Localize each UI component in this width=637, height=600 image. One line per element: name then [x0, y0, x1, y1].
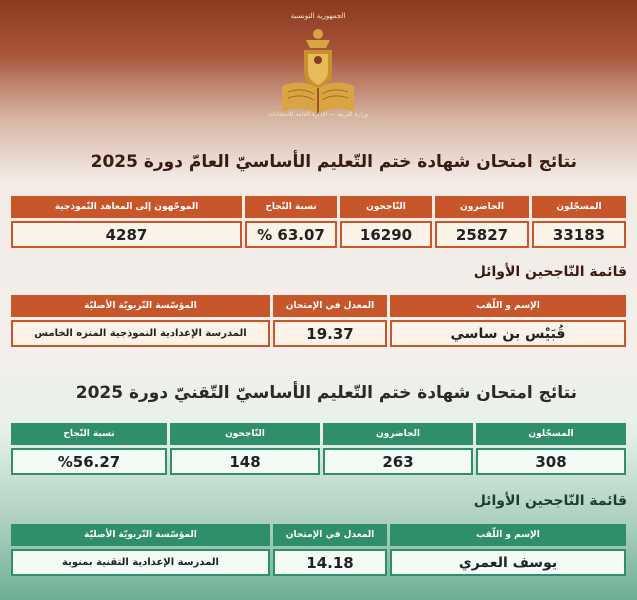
header-success-rate: نسبة النّجاح — [11, 423, 167, 445]
technical-topper-row — [11, 549, 626, 576]
technical-stats-header-row — [11, 423, 626, 445]
technical-stats-table — [8, 420, 629, 478]
header-present: الحاضرون — [323, 423, 473, 445]
topper-name: قُبَيْس بن ساسي — [390, 320, 626, 347]
header-registered: المسجّلون — [476, 423, 626, 445]
header-registered: المسجّلون — [532, 196, 626, 218]
value-passed: 16290 — [340, 221, 432, 248]
ministry-subtitle: وزارة التربية — الإدارة العامة للامتحانات — [268, 111, 368, 118]
header-oriented-pilot: الموجّهون إلى المعاهد النّموذجية — [11, 196, 242, 218]
topper-school: المدرسة الإعدادية التقنية بمنوبة — [11, 549, 270, 576]
technical-toppers-header-row — [11, 524, 626, 546]
topper-average: 14.18 — [273, 549, 387, 576]
value-success-rate: %56.27 — [11, 448, 167, 475]
technical-toppers-table — [8, 521, 629, 579]
general-results-title: نتائج امتحان شهادة ختم التّعليم الأساسيّ العامّ دورة 2025 — [90, 152, 577, 172]
header-average: المعدل في الإمتحان — [273, 524, 387, 546]
general-stats-table — [8, 193, 629, 251]
general-stats-header-row — [11, 196, 626, 218]
header-school: المؤسّسة التّربويّة الأصليّة — [11, 524, 270, 546]
general-stats-value-row — [11, 221, 626, 248]
value-success-rate: 63.07 % — [245, 221, 337, 248]
header-name: الإسم و اللّقب — [390, 295, 626, 317]
value-registered: 308 — [476, 448, 626, 475]
header-average: المعدل في الإمتحان — [273, 295, 387, 317]
technical-toppers-title: قائمة النّاجحين الأوائل — [473, 493, 627, 509]
value-oriented-pilot: 4287 — [11, 221, 242, 248]
value-passed: 148 — [170, 448, 320, 475]
general-toppers-header-row — [11, 295, 626, 317]
topper-name: يوسف العمري — [390, 549, 626, 576]
header-school: المؤسّسة التّربويّة الأصليّة — [11, 295, 270, 317]
topper-school: المدرسة الإعدادية النموذجية المنزه الخامس — [11, 320, 270, 347]
value-present: 263 — [323, 448, 473, 475]
general-toppers-title: قائمة النّاجحين الأوائل — [473, 264, 627, 280]
value-present: 25827 — [435, 221, 529, 248]
header-passed: النّاجحون — [340, 196, 432, 218]
topper-average: 19.37 — [273, 320, 387, 347]
general-toppers-table — [8, 292, 629, 350]
header-present: الحاضرون — [435, 196, 529, 218]
header-passed: النّاجحون — [170, 423, 320, 445]
value-registered: 33183 — [532, 221, 626, 248]
general-topper-row — [11, 320, 626, 347]
technical-stats-value-row — [11, 448, 626, 475]
header-name: الإسم و اللّقب — [390, 524, 626, 546]
ministry-name: الجمهورية التونسية — [290, 12, 346, 20]
technical-results-title: نتائج امتحان شهادة ختم التّعليم الأساسيّ التّقنيّ دورة 2025 — [75, 383, 577, 403]
header-success-rate: نسبة النّجاح — [245, 196, 337, 218]
